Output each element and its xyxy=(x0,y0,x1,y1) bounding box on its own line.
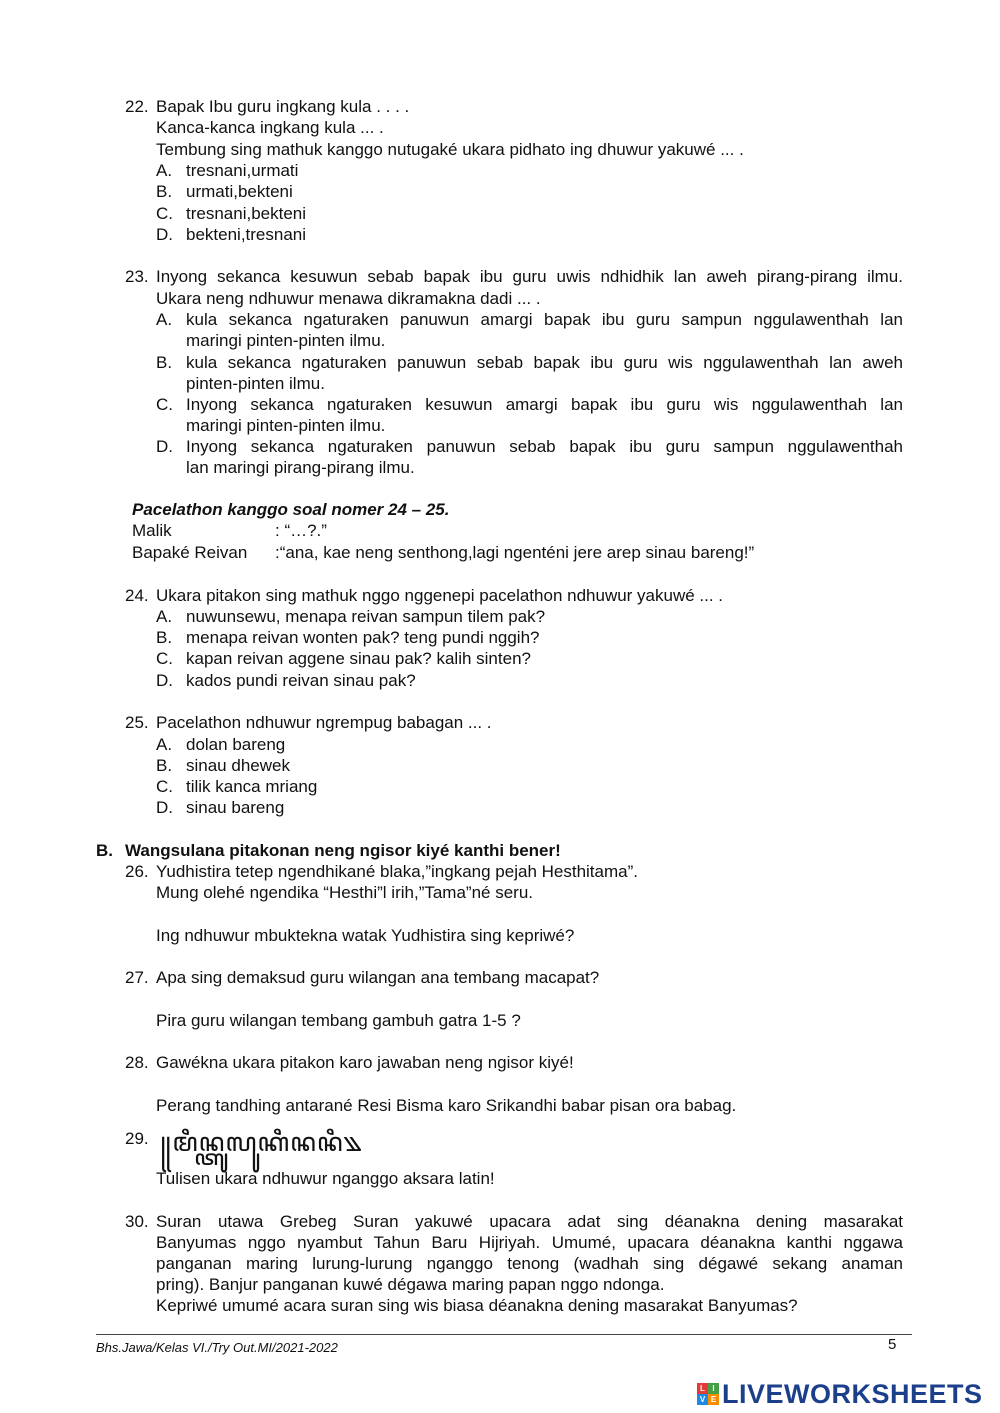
logo-cell: I xyxy=(708,1383,719,1394)
option-text: sinau bareng xyxy=(186,798,285,817)
question-number: 30. xyxy=(125,1212,149,1231)
option-text: lan maringi pirang-pirang ilmu. xyxy=(186,458,415,477)
question-text: Pacelathon ndhuwur ngrempug babagan ... . xyxy=(156,713,492,732)
dialog-speaker: Bapaké Reivan xyxy=(132,543,248,562)
question-number: 22. xyxy=(125,97,149,116)
dialog-line: :“ana, kae neng senthong,lagi ngenténi jere arep sinau bareng!” xyxy=(275,543,755,562)
question-text: Ukara pitakon sing mathuk nggo nggenepi pacelathon ndhuwur yakuwé ... . xyxy=(156,586,724,605)
option-text: kados pundi reivan sinau pak? xyxy=(186,671,416,690)
option-letter: D. xyxy=(156,437,173,456)
option-letter: A. xyxy=(156,310,173,329)
option-text: dolan bareng xyxy=(186,735,286,754)
question-number: 25. xyxy=(125,713,149,732)
question-number: 28. xyxy=(125,1053,149,1072)
question-text: Ing ndhuwur mbuktekna watak Yudhistira sing kepriwé? xyxy=(156,926,575,945)
option-text: tresnani,bekteni xyxy=(186,204,307,223)
question-text: Gawékna ukara pitakon karo jawaban neng ngisor kiyé! xyxy=(156,1053,574,1072)
option-text: kula sekanca ngaturaken panuwun amargi bapak ibu guru sampun nggulawenthah lan xyxy=(186,310,903,329)
question-text: panganan maring lurung-lurung nganggo tenong (wadhah sing dégawé sekang anaman xyxy=(156,1254,903,1273)
question-text: Yudhistira tetep ngendhikané blaka,”ingkang pejah Hesthitama”. xyxy=(156,862,638,881)
option-text: kula sekanca ngaturaken panuwun sebab bapak ibu guru wis nggulawenthah lan aweh xyxy=(186,353,903,372)
question-text: Tembung sing mathuk kanggo nutugaké ukara pidhato ing dhuwur yakuwé ... . xyxy=(156,140,744,159)
option-text: tresnani,urmati xyxy=(186,161,299,180)
footer-label: Bhs.Jawa/Kelas VI./Try Out.MI/2021-2022 xyxy=(96,1340,338,1355)
option-letter: C. xyxy=(156,649,173,668)
question-text: Suran utawa Grebeg Suran yakuwé upacara adat sing déanakna dening masarakat xyxy=(156,1212,903,1231)
question-text: Banyumas nggo nyambut Tahun Baru Hijriyah. Umumé, upacara déanakna kanthi nggawa xyxy=(156,1233,903,1252)
question-text: Apa sing demaksud guru wilangan ana tembang macapat? xyxy=(156,968,600,987)
question-number: 27. xyxy=(125,968,149,987)
option-letter: D. xyxy=(156,798,173,817)
option-letter: A. xyxy=(156,607,173,626)
option-text: tilik kanca mriang xyxy=(186,777,318,796)
section-title: Wangsulana pitakonan neng ngisor kiyé kanthi bener! xyxy=(125,841,561,860)
question-text: Mung olehé ngendika “Hesthi”l irih,”Tama”né seru. xyxy=(156,883,534,902)
question-number: 23. xyxy=(125,267,149,286)
option-text: maringi pinten-pinten ilmu. xyxy=(186,331,386,350)
question-text: Tulisen ukara ndhuwur nganggo aksara latin! xyxy=(156,1169,495,1188)
option-letter: C. xyxy=(156,395,173,414)
option-text: nuwunsewu, menapa reivan sampun tilem pak? xyxy=(186,607,546,626)
option-letter: B. xyxy=(156,353,173,372)
question-text: Inyong sekanca kesuwun sebab bapak ibu guru uwis ndhidhik lan aweh pirang-pirang ilmu. xyxy=(156,267,903,286)
question-text: Ukara neng ndhuwur menawa dikramakna dadi ... . xyxy=(156,289,541,308)
option-letter: C. xyxy=(156,204,173,223)
option-letter: B. xyxy=(156,628,173,647)
dialog-heading: Pacelathon kanggo soal nomer 24 – 25. xyxy=(132,500,450,519)
javanese-script: ꧋ꦩꦶꦤ꧀ꦠꦸꦭꦸꦏꦶꦤꦤꦶ꧉ xyxy=(160,1128,363,1158)
question-number: 26. xyxy=(125,862,149,881)
dialog-speaker: Malik xyxy=(132,521,172,540)
option-text: kapan reivan aggene sinau pak? kalih sinten? xyxy=(186,649,531,668)
option-letter: B. xyxy=(156,182,173,201)
logo-cell: L xyxy=(697,1383,708,1394)
option-text: pinten-pinten ilmu. xyxy=(186,374,325,393)
option-text: bekteni,tresnani xyxy=(186,225,307,244)
option-letter: B. xyxy=(156,756,173,775)
footer-divider xyxy=(96,1334,912,1335)
option-letter: D. xyxy=(156,671,173,690)
option-text: maringi pinten-pinten ilmu. xyxy=(186,416,386,435)
option-text: menapa reivan wonten pak? teng pundi nggih? xyxy=(186,628,540,647)
question-number: 24. xyxy=(125,586,149,605)
question-number: 29. xyxy=(125,1129,149,1148)
liveworksheets-brand[interactable] xyxy=(697,1380,983,1408)
brand-text: LIVEWORKSHEETS xyxy=(722,1378,983,1409)
option-letter: A. xyxy=(156,161,173,180)
liveworksheets-logo-icon xyxy=(697,1383,719,1405)
question-text: Kanca-kanca ingkang kula ... . xyxy=(156,118,384,137)
question-text: Bapak Ibu guru ingkang kula . . . . xyxy=(156,97,410,116)
option-letter: C. xyxy=(156,777,173,796)
option-text: sinau dhewek xyxy=(186,756,290,775)
question-text: Pira guru wilangan tembang gambuh gatra 1-5 ? xyxy=(156,1011,521,1030)
option-text: Inyong sekanca ngaturaken kesuwun amargi bapak ibu guru wis nggulawenthah lan xyxy=(186,395,903,414)
dialog-line: : “…?.” xyxy=(275,521,327,540)
option-letter: A. xyxy=(156,735,173,754)
page-number: 5 xyxy=(888,1336,897,1353)
option-text: Inyong sekanca ngaturaken panuwun sebab bapak ibu guru sampun nggulawenthah xyxy=(186,437,903,456)
question-text: Perang tandhing antarané Resi Bisma karo Srikandhi babar pisan ora babag. xyxy=(156,1096,737,1115)
option-letter: D. xyxy=(156,225,173,244)
question-text: pring). Banjur panganan kuwé dégawa maring papan nggo ndonga. xyxy=(156,1275,665,1294)
option-text: urmati,bekteni xyxy=(186,182,293,201)
question-text: Kepriwé umumé acara suran sing wis biasa déanakna dening masarakat Banyumas? xyxy=(156,1296,798,1315)
logo-cell: V xyxy=(697,1394,708,1405)
section-letter: B. xyxy=(96,841,113,860)
logo-cell: E xyxy=(708,1394,719,1405)
